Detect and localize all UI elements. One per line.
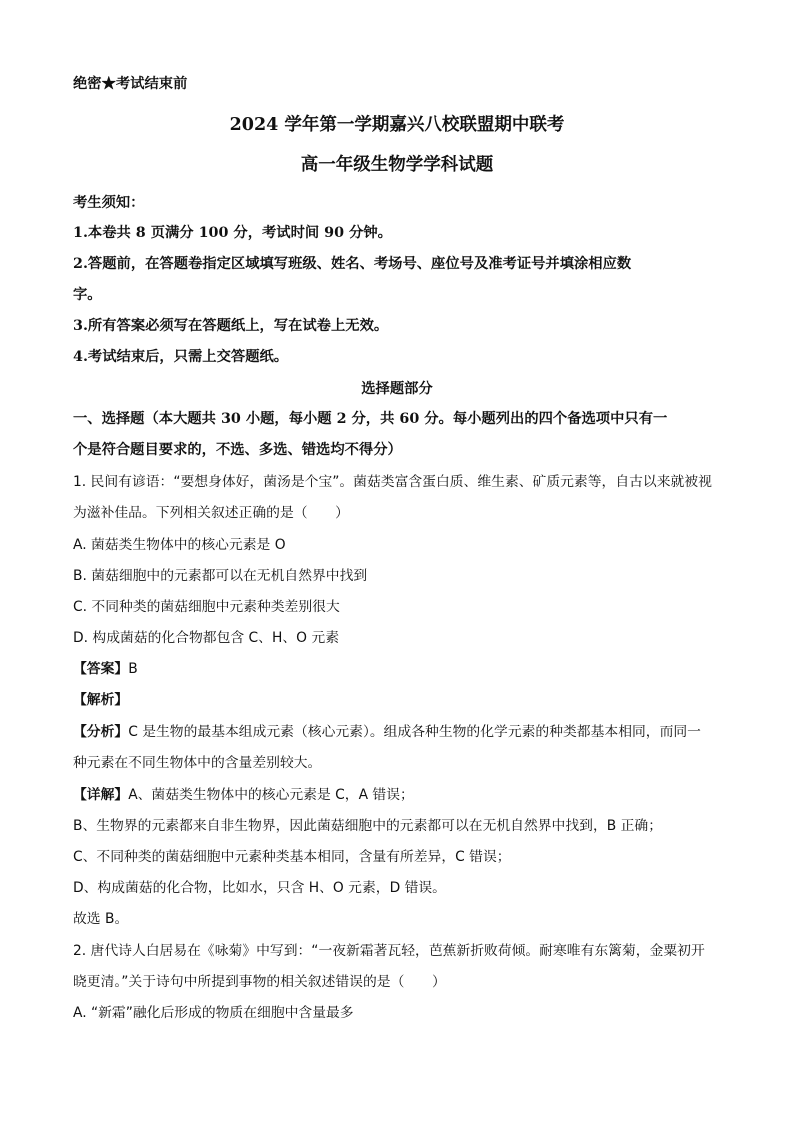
analysis-tag: 【解析】 <box>73 692 129 708</box>
answer-line <box>73 659 138 679</box>
part-title: 选择题部分 <box>361 381 433 397</box>
question-1-option-c: C. 不同种类的菌菇细胞中元素种类差别很大 <box>73 599 340 615</box>
xiangjie-text: A、菌菇类生物体中的核心元素是 C，A 错误； <box>128 787 414 803</box>
detail-line: C、不同种类的菌菇细胞中元素种类基本相同，含量有所差异，C 错误； <box>73 849 511 865</box>
instruction-item: 字。 <box>73 287 102 303</box>
section-heading: 一、选择题（本大题共 30 小题，每小题 2 分，共 60 分。每小题列出的四个备选项中只有一 <box>73 411 668 427</box>
instruction-item: 4.考试结束后，只需上交答题纸。 <box>73 349 289 365</box>
section-heading: 个是符合题目要求的，不选、多选、错选均不得分） <box>73 442 402 458</box>
question-2-stem: 晓更清。”关于诗句中所提到事物的相关叙述错误的是（ ） <box>73 974 446 990</box>
instruction-item: 2.答题前，在答题卷指定区域填写班级、姓名、考场号、座位号及准考证号并填涂相应数 <box>73 256 632 272</box>
fenxi-line <box>73 722 701 742</box>
fenxi-text: C 是生物的最基本组成元素（核心元素）。组成各种生物的化学元素的种类都基本相同，而同一 <box>128 724 701 740</box>
fenxi-line: 种元素在不同生物体中的含量差别较大。 <box>73 755 322 771</box>
answer-value: B <box>128 661 138 677</box>
instruction-item: 1.本卷共 8 页满分 100 分，考试时间 90 分钟。 <box>73 225 392 241</box>
fenxi-tag: 【分析】 <box>73 724 129 740</box>
instructions-heading: 考生须知： <box>73 195 145 211</box>
detail-line: 故选 B。 <box>73 911 129 927</box>
question-1-option-b: B. 菌菇细胞中的元素都可以在无机自然界中找到 <box>73 568 368 584</box>
xiangjie-tag: 【详解】 <box>73 787 129 803</box>
question-2-stem: 2. 唐代诗人白居易在《咏菊》中写到：“一夜新霜著瓦轻，芭蕉新折败荷倾。耐寒唯有东篱菊，金粟初开 <box>73 943 705 959</box>
question-1-option-d: D. 构成菌菇的化合物都包含 C、H、O 元素 <box>73 630 339 646</box>
exam-title: 2024 学年第一学期嘉兴八校联盟期中联考 <box>229 115 565 135</box>
instruction-item: 3.所有答案必须写在答题纸上，写在试卷上无效。 <box>73 318 389 334</box>
secret-notice: 绝密★考试结束前 <box>73 76 188 92</box>
question-1-option-a: A. 菌菇类生物体中的核心元素是 O <box>73 537 286 553</box>
answer-tag: 【答案】 <box>73 661 129 677</box>
exam-subtitle: 高一年级生物学学科试题 <box>300 155 494 175</box>
question-1-stem: 为滋补佳品。下列相关叙述正确的是（ ） <box>73 505 349 521</box>
xiangjie-line <box>73 785 414 805</box>
detail-line: D、构成菌菇的化合物，比如水，只含 H、O 元素，D 错误。 <box>73 880 446 896</box>
question-2-option-a: A. “新霜”融化后形成的物质在细胞中含量最多 <box>73 1005 354 1021</box>
question-1-stem: 1. 民间有谚语：“要想身体好，菌汤是个宝”。菌菇类富含蛋白质、维生素、矿质元素等，自古以来就被视 <box>73 474 712 490</box>
detail-line: B、生物界的元素都来自非生物界，因此菌菇细胞中的元素都可以在无机自然界中找到，B 正确； <box>73 818 662 834</box>
